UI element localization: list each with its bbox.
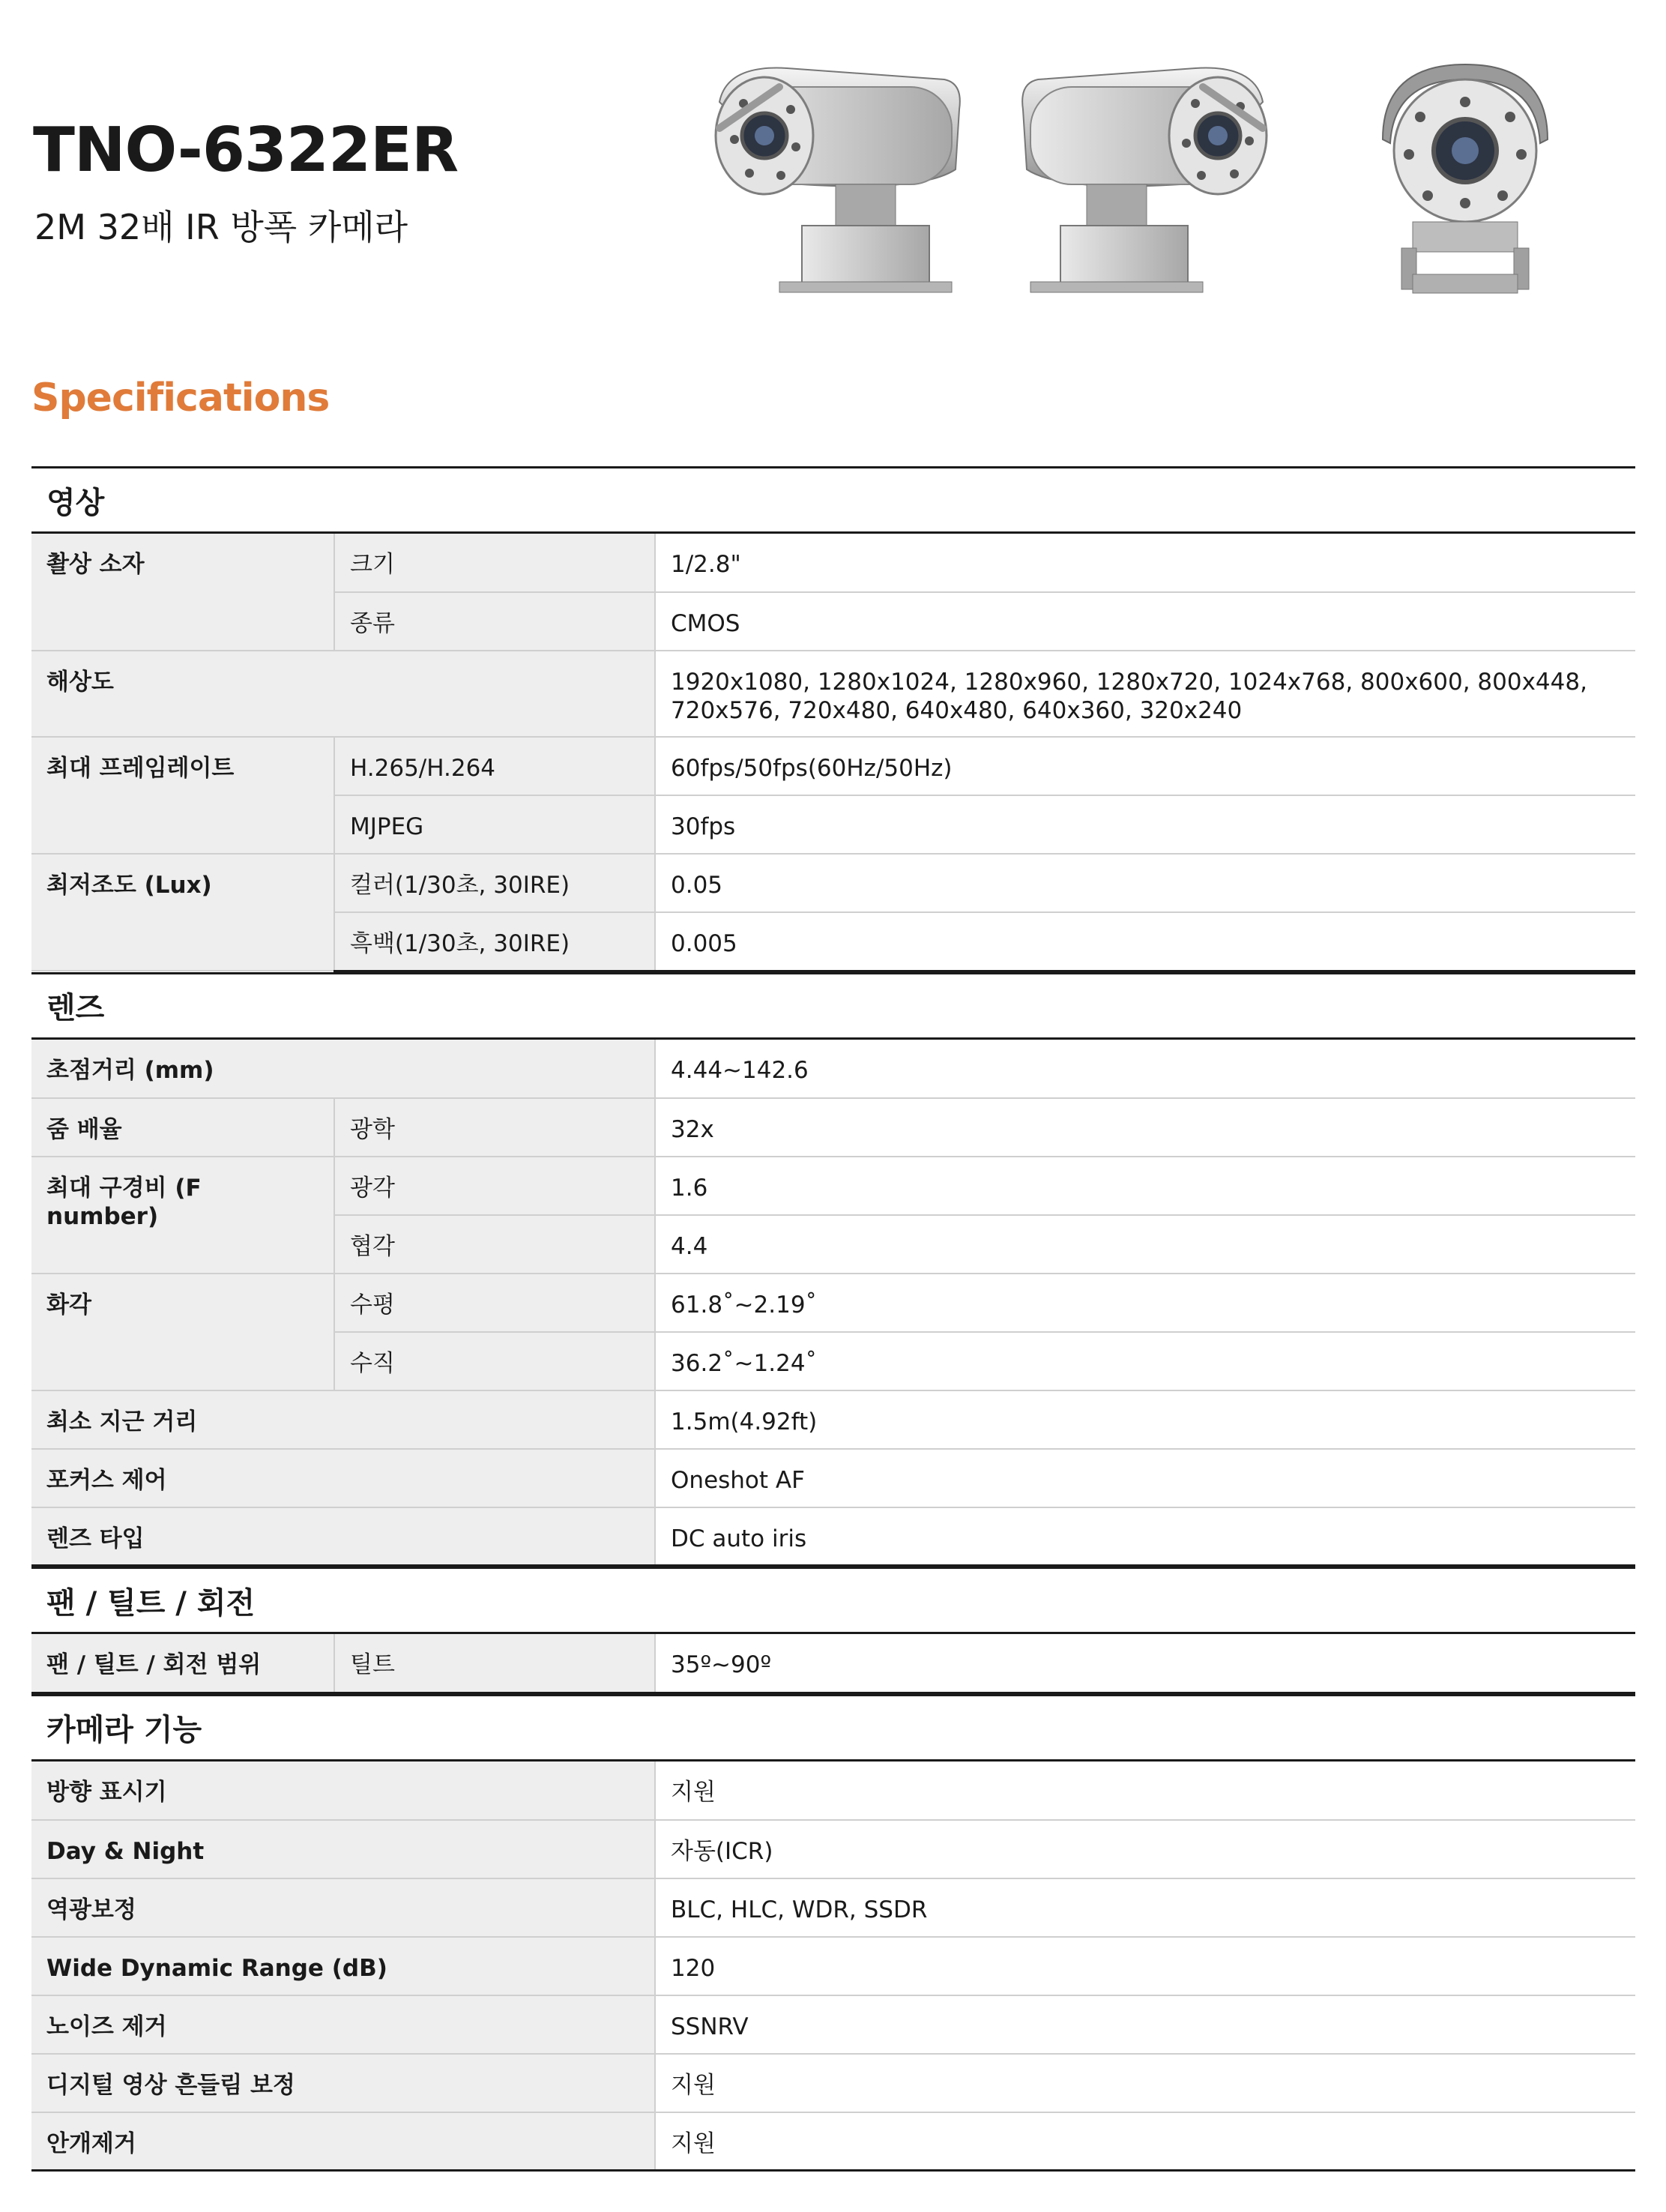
spec-row [31, 2054, 1635, 2112]
spec-row [31, 1995, 1635, 2054]
spec-sublabel: 흑백(1/30초, 30IRE) [334, 912, 655, 971]
spec-value: 1.5m(4.92ft) [655, 1390, 1635, 1449]
spec-row [31, 854, 1635, 912]
spec-sublabel: H.265/H.264 [334, 737, 655, 795]
spec-value: 지원 [655, 1762, 1635, 1820]
spec-value: DC auto iris [655, 1507, 1635, 1566]
spec-value: 4.4 [655, 1215, 1635, 1274]
spec-value: 60fps/50fps(60Hz/50Hz) [655, 737, 1635, 795]
spec-value: 1920x1080, 1280x1024, 1280x960, 1280x720, 1024x768, 800x600, 800x448, 720x576, 720x480, 640x480, 640x360, 320x240 [655, 651, 1635, 737]
spec-row [31, 651, 1635, 737]
section-header: 팬 / 틸트 / 회전 [31, 1567, 1635, 1634]
spec-table [31, 534, 1635, 972]
spec-label: 최소 지근 거리 [31, 1390, 655, 1449]
spec-row [31, 2112, 1635, 2171]
spec-label: Day & Night [31, 1820, 655, 1878]
spec-row [31, 1098, 1635, 1157]
spec-value: 1/2.8" [655, 534, 1635, 592]
spec-row [31, 1820, 1635, 1878]
spec-sublabel: MJPEG [334, 795, 655, 854]
spec-sublabel: 광각 [334, 1157, 655, 1215]
spec-row [31, 1040, 1635, 1098]
spec-tables [31, 466, 1635, 2172]
spec-value: BLC, HLC, WDR, SSDR [655, 1878, 1635, 1937]
spec-row [31, 1762, 1635, 1820]
spec-label: 촬상 소자 [31, 534, 334, 651]
spec-value: 자동(ICR) [655, 1820, 1635, 1878]
spec-label: 방향 표시기 [31, 1762, 655, 1820]
camera-image-front [1368, 57, 1563, 304]
section-header: 영상 [31, 466, 1635, 534]
spec-sublabel: 컬러(1/30초, 30IRE) [334, 854, 655, 912]
camera-image-left [697, 57, 967, 304]
product-subtitle: 2M 32배 IR 방폭 카메라 [34, 207, 408, 247]
spec-label: 팬 / 틸트 / 회전 범위 [31, 1634, 334, 1693]
spec-row [31, 737, 1635, 795]
spec-value: 35º~90º [655, 1634, 1635, 1693]
spec-row [31, 1157, 1635, 1215]
spec-value: 0.005 [655, 912, 1635, 971]
spec-label: 노이즈 제거 [31, 1995, 655, 2054]
section-header: 카메라 기능 [31, 1694, 1635, 1762]
spec-sublabel: 광학 [334, 1098, 655, 1157]
camera-image-right [1015, 57, 1285, 304]
spec-table [31, 1040, 1635, 1567]
spec-value: 32x [655, 1098, 1635, 1157]
spec-sublabel: 수평 [334, 1274, 655, 1332]
spec-label: 줌 배율 [31, 1098, 334, 1157]
spec-row [31, 1937, 1635, 1995]
spec-sublabel: 수직 [334, 1332, 655, 1390]
spec-label: 렌즈 타입 [31, 1507, 655, 1566]
spec-value: 지원 [655, 2054, 1635, 2112]
spec-table [31, 1762, 1635, 2172]
spec-label: 초점거리 (mm) [31, 1040, 655, 1098]
spec-value: 36.2˚~1.24˚ [655, 1332, 1635, 1390]
section-header: 렌즈 [31, 972, 1635, 1040]
spec-label: 최대 프레임레이트 [31, 737, 334, 854]
spec-sublabel: 종류 [334, 592, 655, 651]
spec-value: 0.05 [655, 854, 1635, 912]
specifications-heading: Specifications [31, 376, 330, 421]
spec-row [31, 534, 1635, 592]
spec-row [31, 1449, 1635, 1507]
spec-label: Wide Dynamic Range (dB) [31, 1937, 655, 1995]
spec-value: 61.8˚~2.19˚ [655, 1274, 1635, 1332]
spec-row [31, 1634, 1635, 1693]
spec-label: 해상도 [31, 651, 655, 737]
spec-value: 1.6 [655, 1157, 1635, 1215]
spec-label: 최저조도 (Lux) [31, 854, 334, 971]
spec-label: 안개제거 [31, 2112, 655, 2171]
spec-label: 디지털 영상 흔들림 보정 [31, 2054, 655, 2112]
spec-value: SSNRV [655, 1995, 1635, 2054]
spec-sublabel: 크기 [334, 534, 655, 592]
spec-row [31, 1390, 1635, 1449]
spec-label: 포커스 제어 [31, 1449, 655, 1507]
spec-label: 최대 구경비 (F number) [31, 1157, 334, 1274]
spec-value: CMOS [655, 592, 1635, 651]
spec-value: 120 [655, 1937, 1635, 1995]
spec-sublabel: 틸트 [334, 1634, 655, 1693]
spec-value: 지원 [655, 2112, 1635, 2171]
spec-value: 4.44~142.6 [655, 1040, 1635, 1098]
spec-table [31, 1634, 1635, 1694]
spec-value: 30fps [655, 795, 1635, 854]
model-name: TNO-6322ER [33, 115, 459, 186]
spec-row [31, 1274, 1635, 1332]
spec-value: Oneshot AF [655, 1449, 1635, 1507]
spec-label: 역광보정 [31, 1878, 655, 1937]
spec-row [31, 1507, 1635, 1566]
spec-label: 화각 [31, 1274, 334, 1390]
spec-row [31, 1878, 1635, 1937]
spec-sublabel: 협각 [334, 1215, 655, 1274]
